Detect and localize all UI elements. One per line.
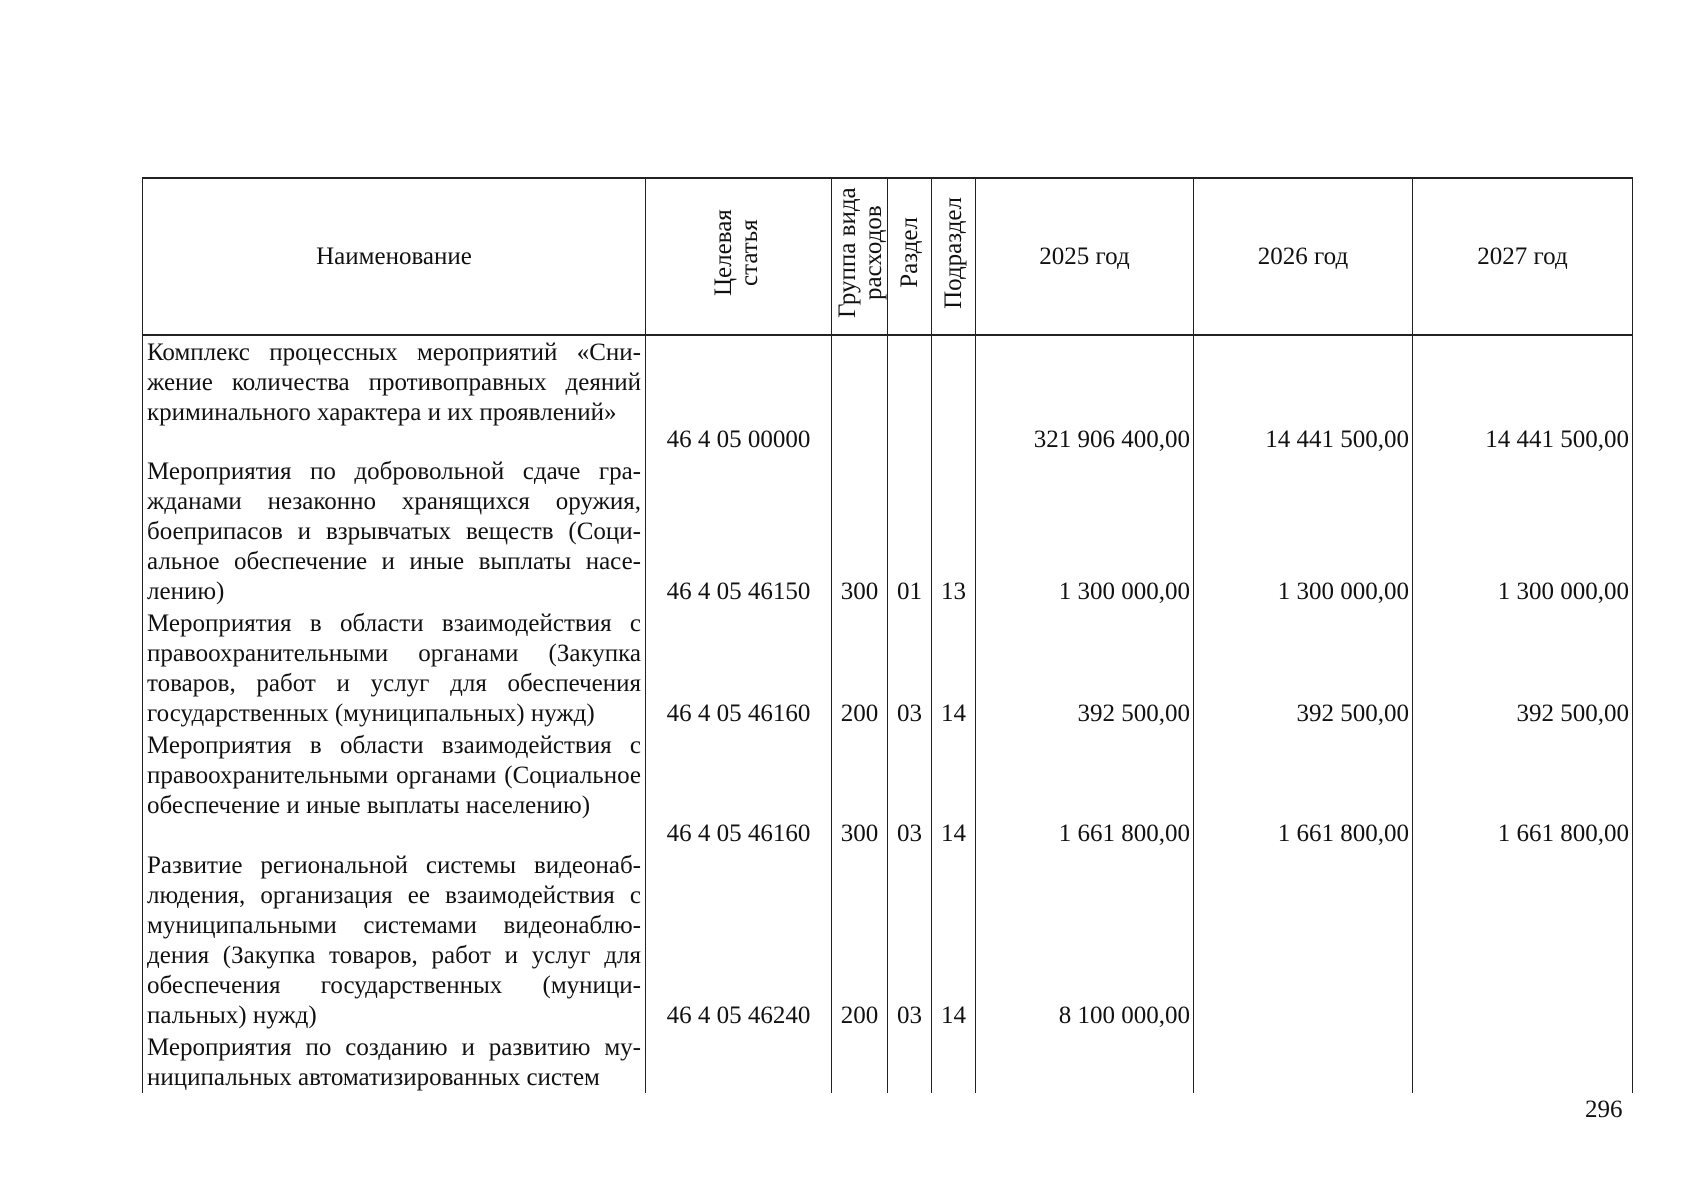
row-group: 300 [832, 455, 888, 607]
row-group: 200 [832, 607, 888, 729]
row-2025: 392 500,00 [976, 607, 1194, 729]
row-2027: 1 661 800,00 [1413, 729, 1633, 849]
row-2026: 1 300 000,00 [1194, 455, 1413, 607]
table-row [143, 607, 1633, 729]
row-name: Комплекс процессных мероприятий «Снижение количества противоправных деяний криминального характера и их проявлений» [143, 335, 646, 455]
row-2025 [976, 1031, 1194, 1093]
row-2026 [1194, 849, 1413, 1031]
row-group [832, 1031, 888, 1093]
row-2027: 392 500,00 [1413, 607, 1633, 729]
table-row [143, 335, 1633, 455]
row-name: Мероприятия по созданию и развитию муниципальных автоматизированных систем [143, 1031, 646, 1093]
header-group: Группа вида расходов [832, 178, 888, 335]
row-2027: 1 300 000,00 [1413, 455, 1633, 607]
row-target: 46 4 05 46240 [646, 849, 832, 1031]
header-2025: 2025 год [976, 178, 1194, 335]
table-row [143, 1031, 1633, 1093]
row-section: 01 [888, 455, 932, 607]
row-2025: 8 100 000,00 [976, 849, 1194, 1031]
header-section: Раздел [888, 178, 932, 335]
row-name: Развитие региональной системы видеонаблюдения, организация ее взаимодействия с муниципальными системами видеонаблюдения (Закупка товаров, работ и услуг для обеспечения государственных (муниципальных) нужд) [143, 849, 646, 1031]
row-2026: 392 500,00 [1194, 607, 1413, 729]
row-group: 300 [832, 729, 888, 849]
row-target: 46 4 05 00000 [646, 335, 832, 455]
row-target [646, 1031, 832, 1093]
row-section [888, 1031, 932, 1093]
row-subsection: 14 [932, 849, 976, 1031]
row-name: Мероприятия по добровольной сдаче гражданами незаконно хранящихся оружия, боеприпасов и взрывчатых веществ (Социальное обеспечение и иные выплаты населению) [143, 455, 646, 607]
row-subsection: 14 [932, 729, 976, 849]
page-number: 296 [1585, 1096, 1623, 1123]
row-2027: 14 441 500,00 [1413, 335, 1633, 455]
table-row [143, 849, 1633, 1031]
header-2027: 2027 год [1413, 178, 1633, 335]
row-name: Мероприятия в области взаимодействия с правоохранительными органами (Закупка товаров, работ и услуг для обеспечения государственных (муниципальных) нужд) [143, 607, 646, 729]
row-2026: 1 661 800,00 [1194, 729, 1413, 849]
row-2025: 1 300 000,00 [976, 455, 1194, 607]
row-group: 200 [832, 849, 888, 1031]
row-section [888, 335, 932, 455]
row-2027 [1413, 849, 1633, 1031]
row-subsection: 14 [932, 607, 976, 729]
row-section: 03 [888, 607, 932, 729]
row-section: 03 [888, 729, 932, 849]
row-target: 46 4 05 46150 [646, 455, 832, 607]
row-group [832, 335, 888, 455]
header-row [143, 178, 1633, 335]
row-2026: 14 441 500,00 [1194, 335, 1413, 455]
row-subsection: 13 [932, 455, 976, 607]
row-2025: 321 906 400,00 [976, 335, 1194, 455]
row-target: 46 4 05 46160 [646, 607, 832, 729]
row-section: 03 [888, 849, 932, 1031]
row-2025: 1 661 800,00 [976, 729, 1194, 849]
budget-table [142, 177, 1633, 1093]
header-2026: 2026 год [1194, 178, 1413, 335]
header-name: Наименование [143, 178, 646, 335]
row-2027 [1413, 1031, 1633, 1093]
header-target: Целевая статья [646, 178, 832, 335]
row-subsection [932, 1031, 976, 1093]
header-subsection: Подраздел [932, 178, 976, 335]
row-target: 46 4 05 46160 [646, 729, 832, 849]
row-subsection [932, 335, 976, 455]
row-2026 [1194, 1031, 1413, 1093]
table-row [143, 729, 1633, 849]
table-row [143, 455, 1633, 607]
row-name: Мероприятия в области взаимодействия с правоохранительными органами (Социальное обеспечение и иные выплаты населению) [143, 729, 646, 849]
